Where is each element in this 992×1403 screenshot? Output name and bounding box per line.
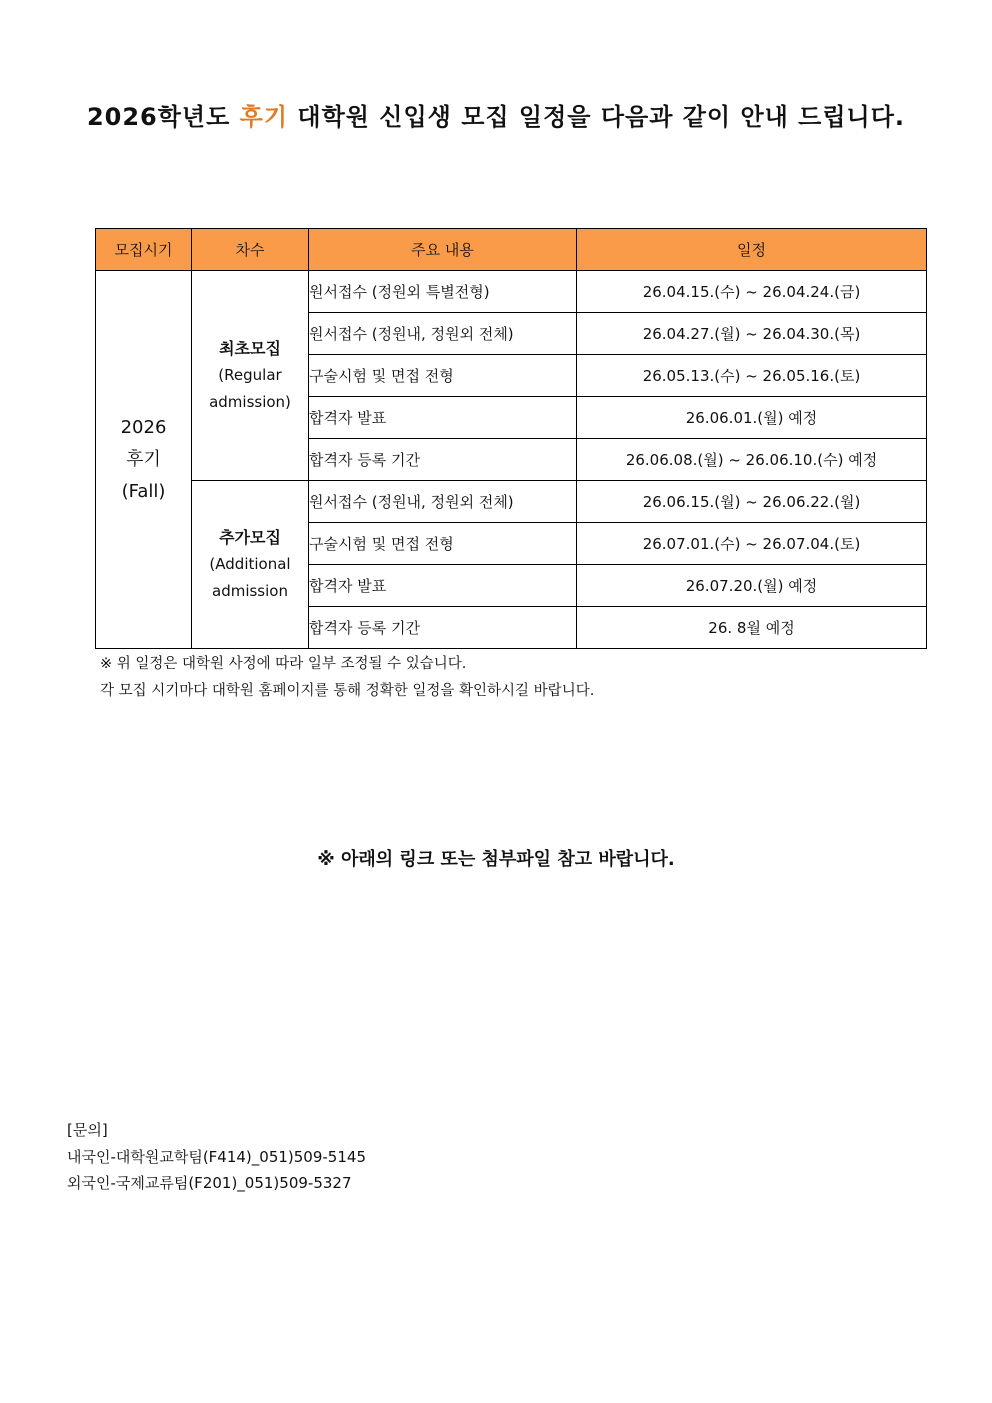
page-title: [0, 97, 992, 132]
round-en-line2: admission): [209, 393, 291, 411]
homepage-note: 각 모집 시기마다 대학원 홈페이지를 통해 정확한 일정을 확인하시길 바랍니다.: [100, 683, 595, 699]
content-cell: 구술시험 및 면접 전형: [309, 355, 577, 397]
content-cell: 구술시험 및 면접 전형: [309, 523, 577, 565]
round-cell-regular: [192, 271, 309, 481]
round-en-line2: admission: [212, 582, 288, 600]
schedule-cell: 26.04.15.(수) ~ 26.04.24.(금): [577, 271, 927, 313]
header-content: 주요 내용: [309, 229, 577, 271]
contact-heading: [문의]: [67, 1121, 108, 1139]
round-name: 추가모집: [219, 528, 281, 547]
contact-domestic: 내국인-대학원교학팀(F414)_051)509-5145: [67, 1148, 366, 1166]
contact-international: 외국인-국제교류팀(F201)_051)509-5327: [67, 1174, 352, 1192]
table-header-row: [96, 229, 927, 271]
schedule-cell: 26.07.01.(수) ~ 26.07.04.(토): [577, 523, 927, 565]
title-highlight: 후기: [239, 103, 289, 131]
content-cell: 원서접수 (정원내, 정원외 전체): [309, 481, 577, 523]
content-cell: 합격자 발표: [309, 397, 577, 439]
schedule-cell: 26.06.01.(월) 예정: [577, 397, 927, 439]
schedule-cell: 26.07.20.(월) 예정: [577, 565, 927, 607]
schedule-cell: 26.05.13.(수) ~ 26.05.16.(토): [577, 355, 927, 397]
schedule-cell: 26.04.27.(월) ~ 26.04.30.(목): [577, 313, 927, 355]
content-cell: 원서접수 (정원내, 정원외 전체): [309, 313, 577, 355]
content-cell: 합격자 등록 기간: [309, 439, 577, 481]
schedule-note: ※ 위 일정은 대학원 사정에 따라 일부 조정될 수 있습니다.: [100, 656, 467, 672]
content-cell: 합격자 등록 기간: [309, 607, 577, 649]
header-period: 모집시기: [96, 229, 192, 271]
period-term-en: (Fall): [121, 480, 166, 502]
header-schedule: 일정: [577, 229, 927, 271]
table-row: [96, 481, 927, 523]
title-suffix: 대학원 신입생 모집 일정을 다음과 같이 안내 드립니다.: [288, 103, 906, 131]
schedule-cell: 26.06.15.(월) ~ 26.06.22.(월): [577, 481, 927, 523]
table-row: [96, 271, 927, 313]
round-en-line1: (Regular: [218, 366, 282, 384]
schedule-table: [95, 228, 927, 649]
content-cell: 원서접수 (정원외 특별전형): [309, 271, 577, 313]
round-name: 최초모집: [219, 339, 281, 358]
schedule-cell: 26. 8월 예정: [577, 607, 927, 649]
period-cell: [96, 271, 192, 649]
header-round: 차수: [192, 229, 309, 271]
period-year: 2026: [120, 416, 167, 438]
title-prefix: 2026학년도: [86, 103, 240, 131]
schedule-cell: 26.06.08.(월) ~ 26.06.10.(수) 예정: [577, 439, 927, 481]
round-cell-additional: [192, 481, 309, 649]
content-cell: 합격자 발표: [309, 565, 577, 607]
period-term: 후기: [126, 448, 161, 470]
reference-note: ※ 아래의 링크 또는 첨부파일 참고 바랍니다.: [317, 849, 675, 870]
round-en-line1: (Additional: [209, 555, 291, 573]
